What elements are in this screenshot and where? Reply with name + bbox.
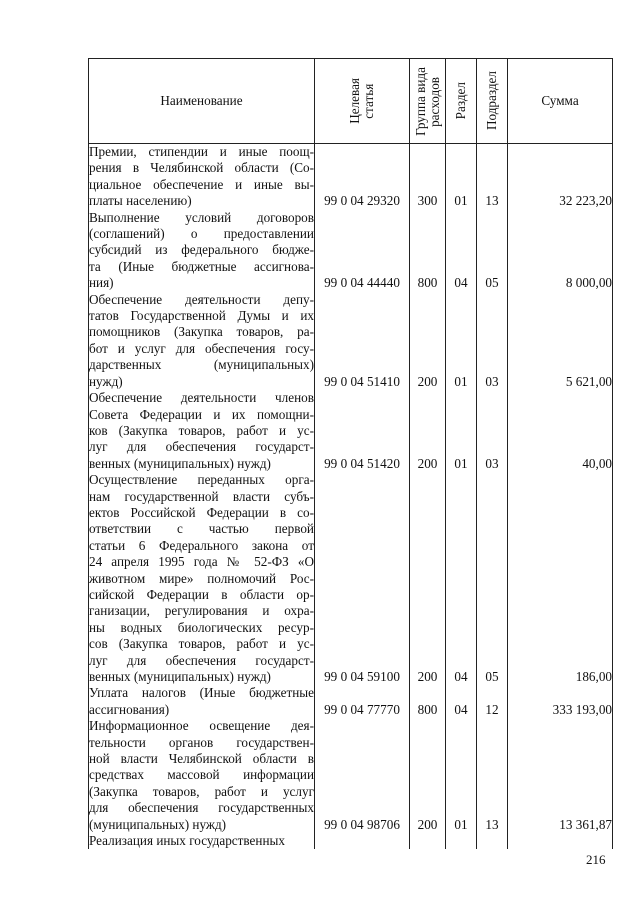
table-row xyxy=(89,685,613,718)
row-name-line: циальное обеспечение и иные вы- xyxy=(89,176,314,192)
budget-table xyxy=(88,58,613,849)
row-name-line: животном мире» полномочий Рос- xyxy=(89,570,314,586)
row-sum xyxy=(508,833,613,849)
row-subsection: 05 xyxy=(477,210,508,292)
row-name-line: тельности органов государствен- xyxy=(89,734,314,750)
row-sum: 186,00 xyxy=(508,472,613,685)
row-section: 04 xyxy=(446,685,477,718)
row-name xyxy=(89,210,315,292)
row-name-line: Уплата налогов (Иные бюджетные xyxy=(89,685,314,701)
row-name-line: Информационное освещение дея- xyxy=(89,718,314,734)
row-name-line: Осуществление переданных орга- xyxy=(89,472,314,488)
row-name-line: ектов Российской Федерации в со- xyxy=(89,504,314,520)
row-section: 01 xyxy=(446,718,477,833)
row-sum: 8 000,00 xyxy=(508,210,613,292)
row-subsection: 03 xyxy=(477,292,508,390)
row-name-line: Обеспечение деятельности депу- xyxy=(89,291,314,307)
row-name-line: платы населению) xyxy=(89,193,192,209)
row-subsection xyxy=(477,833,508,849)
row-target-code: 99 0 04 98706 xyxy=(315,718,410,833)
row-section: 01 xyxy=(446,292,477,390)
table-row xyxy=(89,390,613,472)
row-name-line: венных (муниципальных) нужд) xyxy=(89,669,271,684)
row-name-line: сийской Федерации в области ор- xyxy=(89,586,314,602)
table-row xyxy=(89,144,613,210)
row-name-line: ния) xyxy=(89,275,114,291)
row-name-line: ны водных биологических ресур- xyxy=(89,619,314,635)
row-section: 04 xyxy=(446,472,477,685)
table-row xyxy=(89,833,613,849)
page-number: 216 xyxy=(586,852,606,867)
table-row xyxy=(89,718,613,833)
row-name xyxy=(89,685,315,718)
row-name-line: дарственных (муниципальных) xyxy=(89,357,314,373)
row-group: 300 xyxy=(410,144,446,210)
row-name-line: нужд) xyxy=(89,373,123,389)
row-sum: 40,00 xyxy=(508,390,613,472)
row-name-line: (Закупка товаров, работ и услуг xyxy=(89,783,314,799)
row-section: 04 xyxy=(446,210,477,292)
row-group: 200 xyxy=(410,718,446,833)
row-subsection: 05 xyxy=(477,472,508,685)
row-name-line: средствах массовой информации xyxy=(89,767,314,783)
header-subsection: Подраздел xyxy=(477,59,508,144)
row-name-line: 24 апреля 1995 года № 52-ФЗ «О xyxy=(89,554,314,570)
row-name-line: рения в Челябинской области (Со- xyxy=(89,160,314,176)
row-target-code: 99 0 04 51420 xyxy=(315,390,410,472)
header-group: Группа вида расходов xyxy=(410,59,446,144)
row-name-line: (соглашений) о предоставлении xyxy=(89,226,314,242)
row-name-line: бот и услуг для обеспечения госу- xyxy=(89,340,314,356)
row-name-line: Обеспечение деятельности членов xyxy=(89,390,314,406)
row-name-line: Премии, стипендии и иные поощ- xyxy=(89,144,314,159)
row-name-line: Совета Федерации и их помощни- xyxy=(89,406,314,422)
row-section: 01 xyxy=(446,390,477,472)
row-name xyxy=(89,833,315,849)
row-name-line: сов (Закупка товаров, работ и ус- xyxy=(89,636,314,652)
row-name-line: ассигнования) xyxy=(89,701,170,717)
row-sum: 333 193,00 xyxy=(508,685,613,718)
row-name xyxy=(89,144,315,210)
row-target-code: 99 0 04 44440 xyxy=(315,210,410,292)
row-name-line: для обеспечения государственных xyxy=(89,800,314,816)
row-name xyxy=(89,718,315,833)
header-section: Раздел xyxy=(446,59,477,144)
row-subsection: 03 xyxy=(477,390,508,472)
row-subsection: 13 xyxy=(477,144,508,210)
table-body xyxy=(89,144,613,850)
row-target-code: 99 0 04 77770 xyxy=(315,685,410,718)
row-name-line: та (Иные бюджетные ассигнова- xyxy=(89,258,314,274)
row-target-code xyxy=(315,833,410,849)
row-name-line: субсидий из федерального бюдже- xyxy=(89,242,314,258)
row-sum: 32 223,20 xyxy=(508,144,613,210)
table-row xyxy=(89,210,613,292)
row-name-line: статьи 6 Федерального закона от xyxy=(89,537,314,553)
row-target-code: 99 0 04 51410 xyxy=(315,292,410,390)
row-group: 800 xyxy=(410,210,446,292)
row-name-line: ганизации, регулирования и охра- xyxy=(89,603,314,619)
row-subsection: 12 xyxy=(477,685,508,718)
row-name-line: татов Государственной Думы и их xyxy=(89,308,314,324)
row-name-line: помощников (Закупка товаров, ра- xyxy=(89,324,314,340)
row-name-line: луг для обеспечения государст- xyxy=(89,439,314,455)
row-target-code: 99 0 04 29320 xyxy=(315,144,410,210)
row-name xyxy=(89,472,315,685)
row-section: 01 xyxy=(446,144,477,210)
row-group xyxy=(410,833,446,849)
header-name: Наименование xyxy=(89,59,315,144)
row-name-line: венных (муниципальных) нужд) xyxy=(89,455,271,471)
row-name-line: луг для обеспечения государст- xyxy=(89,652,314,668)
row-name-line: Выполнение условий договоров xyxy=(89,209,314,225)
row-name-line: (муниципальных) нужд) xyxy=(89,816,227,832)
row-name-line: ответствии с частью первой xyxy=(89,521,314,537)
row-subsection: 13 xyxy=(477,718,508,833)
table-row xyxy=(89,292,613,390)
header-sum: Сумма xyxy=(508,59,613,144)
row-name-line: ков (Закупка товаров, работ и ус- xyxy=(89,422,314,438)
row-group: 200 xyxy=(410,472,446,685)
row-target-code: 99 0 04 59100 xyxy=(315,472,410,685)
row-name-line: ной власти Челябинской области в xyxy=(89,751,314,767)
row-sum: 5 621,00 xyxy=(508,292,613,390)
row-name xyxy=(89,292,315,390)
row-name xyxy=(89,390,315,472)
row-group: 200 xyxy=(410,292,446,390)
row-name-line: нам государственной власти субъ- xyxy=(89,488,314,504)
row-group: 200 xyxy=(410,390,446,472)
row-group: 800 xyxy=(410,685,446,718)
row-name-line: Реализация иных государственных xyxy=(89,833,285,849)
row-sum: 13 361,87 xyxy=(508,718,613,833)
header-target: Целевая статья xyxy=(315,59,410,144)
table-header-row xyxy=(89,59,613,144)
table-row xyxy=(89,472,613,685)
row-section xyxy=(446,833,477,849)
